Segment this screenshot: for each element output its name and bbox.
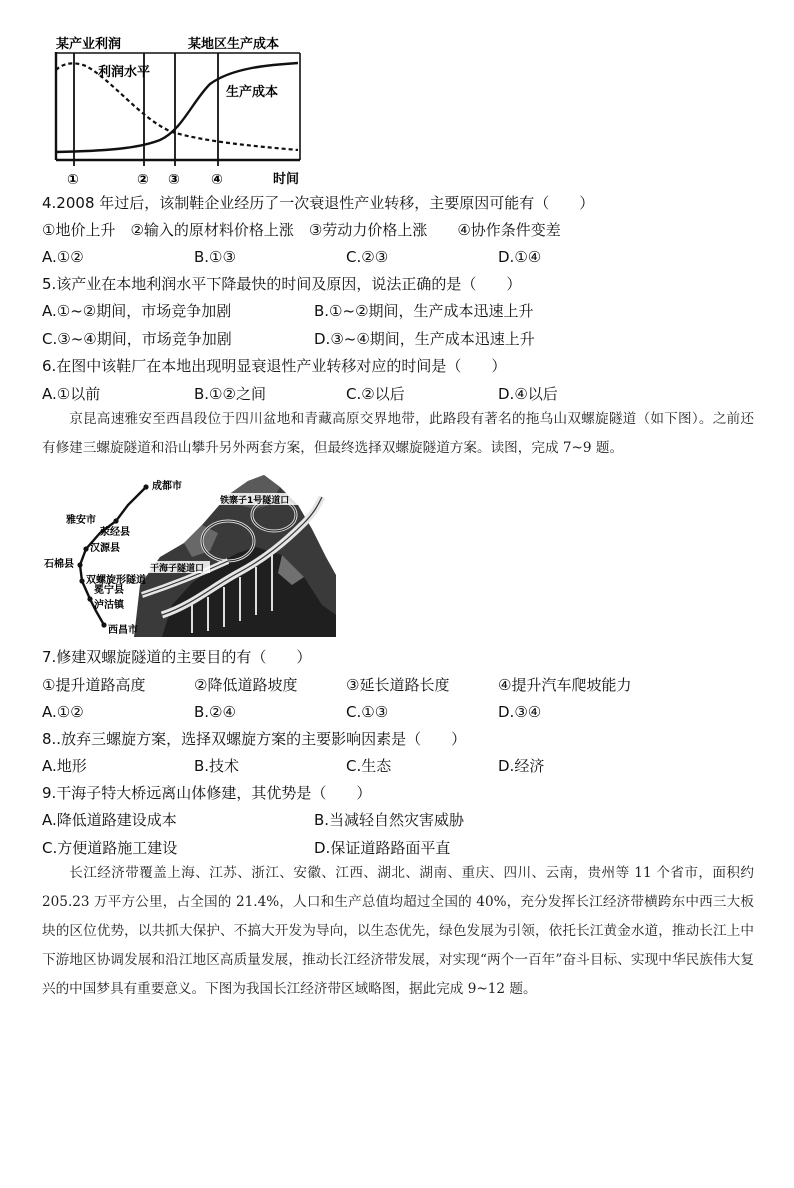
marker-1: ① bbox=[67, 172, 79, 188]
q4-option-d[interactable]: D.①④ bbox=[498, 248, 542, 266]
q4-items: ①地价上升 ②输入的原材料价格上涨 ③劳动力价格上涨 ④协作条件变差 bbox=[42, 221, 561, 239]
left-title-label: 某产业利润 bbox=[56, 37, 122, 52]
place-lugu: 泸沽镇 bbox=[94, 600, 124, 611]
q6-stem: 6.在图中该鞋厂在本地出现明显衰退性产业转移对应的时间是（ ） bbox=[42, 357, 507, 375]
dot-mianning bbox=[87, 596, 92, 601]
right-title-label: 某地区生产成本 bbox=[188, 37, 280, 52]
dot-hanyuan bbox=[83, 546, 88, 551]
profit-cost-figure bbox=[42, 32, 312, 190]
q7-option-d[interactable]: D.③④ bbox=[498, 703, 542, 721]
q6-option-b[interactable]: B.①②之间 bbox=[194, 385, 266, 403]
place-mianning: 冕宁县 bbox=[94, 585, 124, 596]
passage-1-text: 京昆高速雅安至西昌段位于四川盆地和青藏高原交界地带，此路段有著名的拖乌山双螺旋隧道（如下图）。之前还有修建三螺旋隧道和沿山攀升另外两套方案，但最终选择双螺旋隧道方案。读图，完成 7~9 题。 bbox=[42, 411, 754, 456]
dot-shimian bbox=[77, 562, 82, 567]
q9-option-a[interactable]: A.降低道路建设成本 bbox=[42, 811, 177, 829]
q5-option-a[interactable]: A.①~②期间，市场竞争加剧 bbox=[42, 302, 232, 320]
q4-option-a[interactable]: A.①② bbox=[42, 248, 84, 266]
marker-4: ④ bbox=[211, 172, 223, 188]
passage-1 bbox=[42, 405, 754, 463]
q5-option-b[interactable]: B.①~②期间，生产成本迅速上升 bbox=[314, 302, 534, 320]
q5-option-d[interactable]: D.③~④期间，生产成本迅速上升 bbox=[314, 330, 535, 348]
q8-option-c[interactable]: C.生态 bbox=[346, 757, 392, 775]
q8-option-b[interactable]: B.技术 bbox=[194, 757, 240, 775]
place-double-spiral: 双螺旋形隧道 bbox=[86, 575, 146, 586]
dot-yaan bbox=[113, 518, 118, 523]
q5-option-c[interactable]: C.③~④期间，市场竞争加剧 bbox=[42, 330, 232, 348]
q7-item-2: ②降低道路坡度 bbox=[194, 676, 298, 694]
q5-stem: 5.该产业在本地利润水平下降最快的时间及原因，说法正确的是（ ） bbox=[42, 275, 522, 293]
place-yaan: 雅安市 bbox=[66, 515, 96, 526]
tunnel-figure bbox=[42, 465, 336, 637]
dot-xichang bbox=[101, 622, 106, 627]
q7-option-a[interactable]: A.①② bbox=[42, 703, 84, 721]
profit-label: 利润水平 bbox=[98, 65, 151, 80]
cost-label: 生产成本 bbox=[226, 85, 279, 100]
q7-item-3: ③延长道路长度 bbox=[346, 676, 450, 694]
q6-option-c[interactable]: C.②以后 bbox=[346, 385, 405, 403]
place-xichang: 西昌市 bbox=[108, 625, 138, 636]
passage-2-text: 长江经济带覆盖上海、江苏、浙江、安徽、江西、湖北、湖南、重庆、四川、云南，贵州等 11 个省市，面积约 205.23 万平方公里，占全国的 21.4%，人口和生产总值均超过全国的 40%，充分发挥长江经济带横跨东中西三大板块的区位优势，以共抓大保护、不搞大开发为导向，以生态优先，绿色发展为引领，依托长江黄金水道，推动长江上中下游地区协调发展和沿江地区高质量发展，推动长江经济带发展，对实现“两个一百年”奋斗目标、实现中华民族伟大复兴的中国梦具有重要意义。下图为我国长江经济带区域略图，据此完成 9~12 题。 bbox=[42, 865, 754, 997]
marker-2: ② bbox=[137, 172, 149, 188]
q7-option-b[interactable]: B.②④ bbox=[194, 703, 236, 721]
dot-chengdu bbox=[143, 484, 148, 489]
q7-option-c[interactable]: C.①③ bbox=[346, 703, 389, 721]
place-chengdu: 成都市 bbox=[152, 481, 182, 492]
q9-option-c[interactable]: C.方便道路施工建设 bbox=[42, 839, 178, 857]
q8-stem: 8..放弃三螺旋方案，选择双螺旋方案的主要影响因素是（ ） bbox=[42, 730, 467, 748]
passage-2 bbox=[42, 859, 754, 1004]
q6-option-a[interactable]: A.①以前 bbox=[42, 385, 101, 403]
tunnel-label-2: 干海子隧道口 bbox=[150, 564, 205, 574]
marker-3: ③ bbox=[168, 172, 180, 188]
place-hanyuan: 汉源县 bbox=[90, 543, 120, 554]
place-shimian: 石棉县 bbox=[44, 559, 74, 570]
q7-stem: 7.修建双螺旋隧道的主要目的有（ ） bbox=[42, 648, 312, 666]
q7-item-1: ①提升道路高度 bbox=[42, 676, 146, 694]
dot-tunnel bbox=[79, 578, 84, 583]
tunnel-label-1: 铁寨子1号隧道口 bbox=[220, 496, 290, 506]
q8-option-a[interactable]: A.地形 bbox=[42, 757, 87, 775]
place-yingjing: 荥经县 bbox=[100, 527, 130, 538]
q9-option-d[interactable]: D.保证道路路面平直 bbox=[314, 839, 451, 857]
q9-option-b[interactable]: B.当减轻自然灾害威胁 bbox=[314, 811, 465, 829]
q9-stem: 9.干海子特大桥远离山体修建，其优势是（ ） bbox=[42, 784, 372, 802]
q8-option-d[interactable]: D.经济 bbox=[498, 757, 545, 775]
q7-item-4: ④提升汽车爬坡能力 bbox=[498, 676, 632, 694]
q6-option-d[interactable]: D.④以后 bbox=[498, 385, 558, 403]
q4-option-b[interactable]: B.①③ bbox=[194, 248, 236, 266]
time-label: 时间 bbox=[273, 172, 300, 187]
q4-option-c[interactable]: C.②③ bbox=[346, 248, 389, 266]
q4-stem: 4.2008 年过后，该制鞋企业经历了一次衰退性产业转移，主要原因可能有（ ） bbox=[42, 194, 595, 212]
